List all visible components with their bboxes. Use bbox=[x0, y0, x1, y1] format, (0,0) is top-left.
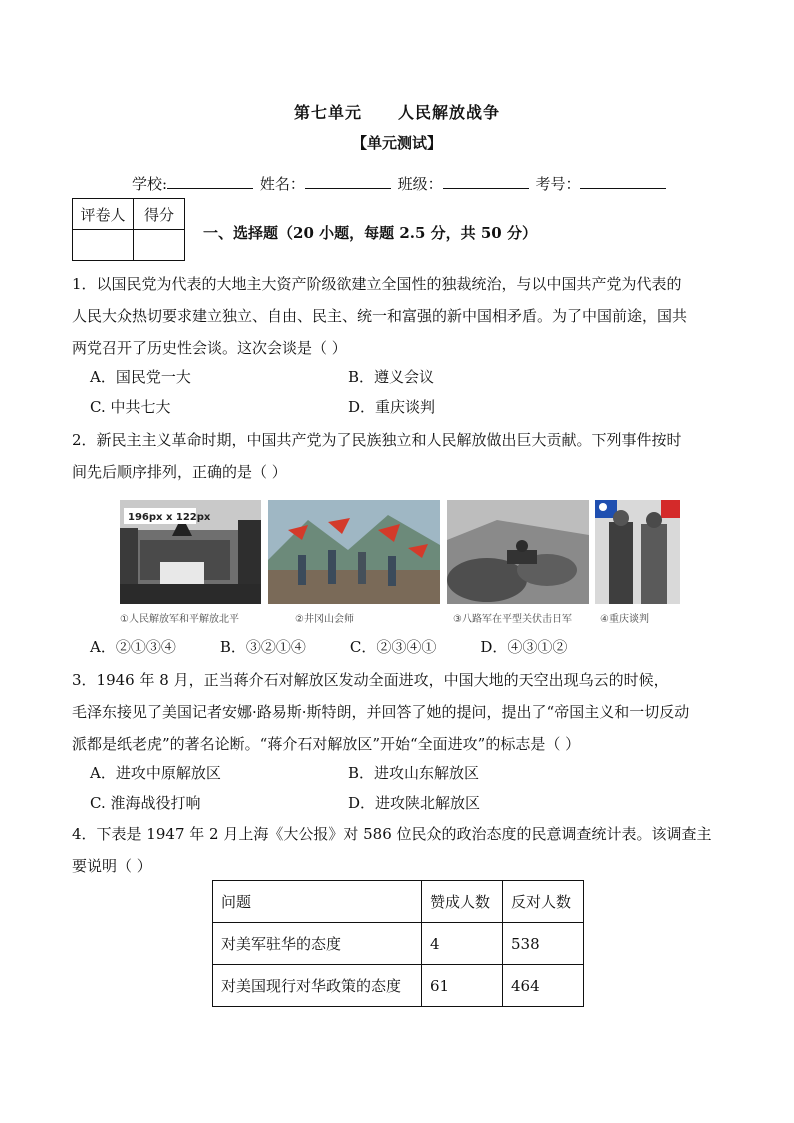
question-line: 4．下表是 1947 年 2 月上海《大公报》对 586 位民众的政治态度的民意调查统计表。该调查主 bbox=[72, 825, 712, 843]
grader-label: 评卷人 bbox=[73, 199, 134, 230]
option-c[interactable]: C．②③④① bbox=[349, 638, 437, 656]
number-blank[interactable] bbox=[580, 172, 666, 189]
score-cell[interactable] bbox=[134, 230, 185, 261]
question-line: 派都是纸老虎”的著名论断。“蒋介石对解放区”开始“全面进攻”的标志是（ ） bbox=[72, 735, 581, 753]
option-d[interactable]: D．④③①② bbox=[480, 638, 568, 656]
table-header: 问题 bbox=[213, 881, 422, 923]
grader-cell[interactable] bbox=[73, 230, 134, 261]
question-2 bbox=[72, 424, 724, 488]
question-line: 间先后顺序排列，正确的是（ ） bbox=[72, 463, 287, 481]
grade-box bbox=[72, 198, 185, 261]
table-header: 赞成人数 bbox=[422, 881, 503, 923]
question-3-options bbox=[90, 758, 724, 818]
section-heading: 一、选择题（20 小题，每题 2.5 分，共 50 分） bbox=[203, 224, 537, 242]
question-line: 2．新民主主义革命时期，中国共产党为了民族独立和人民解放做出巨大贡献。下列事件按时 bbox=[72, 431, 682, 449]
option-a[interactable]: A．国民党一大 bbox=[90, 368, 191, 386]
table-cell: 464 bbox=[503, 965, 584, 1007]
question-1-options bbox=[90, 362, 724, 422]
question-line: 要说明（ ） bbox=[72, 857, 152, 875]
table-cell: 4 bbox=[422, 923, 503, 965]
photo-pingxingguan-ambush bbox=[447, 500, 589, 604]
option-a[interactable]: A．②①③④ bbox=[90, 638, 176, 656]
table-header-row bbox=[213, 881, 584, 923]
poll-table bbox=[212, 880, 584, 1007]
unit-name: 人民解放战争 bbox=[398, 103, 501, 122]
question-line: 1．以国民党为代表的大地主大资产阶级欲建立全国性的独裁统治，与以中国共产党为代表的 bbox=[72, 275, 682, 293]
option-c[interactable]: C. 中共七大 bbox=[90, 398, 171, 416]
option-d[interactable]: D．进攻陕北解放区 bbox=[348, 794, 481, 812]
option-d[interactable]: D．重庆谈判 bbox=[348, 398, 436, 416]
score-label: 得分 bbox=[134, 199, 185, 230]
page-title bbox=[0, 100, 794, 123]
painting-jinggangshan-meeting bbox=[268, 500, 440, 604]
number-label: 考号： bbox=[535, 175, 581, 193]
student-info-row bbox=[132, 172, 668, 194]
class-blank[interactable] bbox=[443, 172, 529, 189]
question-2-images bbox=[120, 500, 680, 630]
option-b[interactable]: B．遵义会议 bbox=[348, 368, 435, 386]
question-line: 两党召开了历史性会谈。这次会谈是（ ） bbox=[72, 339, 347, 357]
table-cell: 对美国现行对华政策的态度 bbox=[213, 965, 422, 1007]
photo-beiping-liberation bbox=[120, 500, 261, 604]
caption-1: ①人民解放军和平解放北平 bbox=[120, 614, 239, 625]
caption-3: ③八路军在平型关伏击日军 bbox=[453, 614, 572, 625]
question-2-options bbox=[90, 636, 611, 657]
photo-chongqing-negotiation bbox=[595, 500, 680, 604]
table-cell: 对美军驻华的态度 bbox=[213, 923, 422, 965]
option-b[interactable]: B．进攻山东解放区 bbox=[348, 764, 480, 782]
table-header: 反对人数 bbox=[503, 881, 584, 923]
unit-number: 第七单元 bbox=[293, 103, 362, 122]
name-label: 姓名： bbox=[259, 175, 305, 193]
question-line: 毛泽东接见了美国记者安娜·路易斯·斯特朗，并回答了她的提问，提出了“帝国主义和一切反动 bbox=[72, 703, 690, 721]
caption-4: ④重庆谈判 bbox=[600, 614, 649, 625]
question-line: 人民大众热切要求建立独立、自由、民主、统一和富强的新中国相矛盾。为了中国前途，国共 bbox=[72, 307, 688, 325]
option-a[interactable]: A．进攻中原解放区 bbox=[90, 764, 221, 782]
name-blank[interactable] bbox=[305, 172, 391, 189]
option-b[interactable]: B．③②①④ bbox=[219, 638, 306, 656]
table-cell: 538 bbox=[503, 923, 584, 965]
class-label: 班级： bbox=[397, 175, 443, 193]
school-label: 学校: bbox=[132, 175, 168, 193]
option-c[interactable]: C. 淮海战役打响 bbox=[90, 794, 201, 812]
question-1 bbox=[72, 268, 724, 364]
question-4 bbox=[72, 818, 724, 882]
caption-2: ②井冈山会师 bbox=[295, 614, 354, 625]
question-line: 3．1946 年 8 月，正当蒋介石对解放区发动全面进攻，中国大地的天空出现乌云的时候， bbox=[72, 671, 669, 689]
school-blank[interactable] bbox=[167, 172, 253, 189]
table-row bbox=[213, 965, 584, 1007]
page-subtitle: 【单元测试】 bbox=[351, 134, 442, 152]
table-row bbox=[213, 923, 584, 965]
table-cell: 61 bbox=[422, 965, 503, 1007]
image-placeholder-label: 196px x 122px bbox=[128, 512, 211, 523]
question-3 bbox=[72, 664, 724, 760]
